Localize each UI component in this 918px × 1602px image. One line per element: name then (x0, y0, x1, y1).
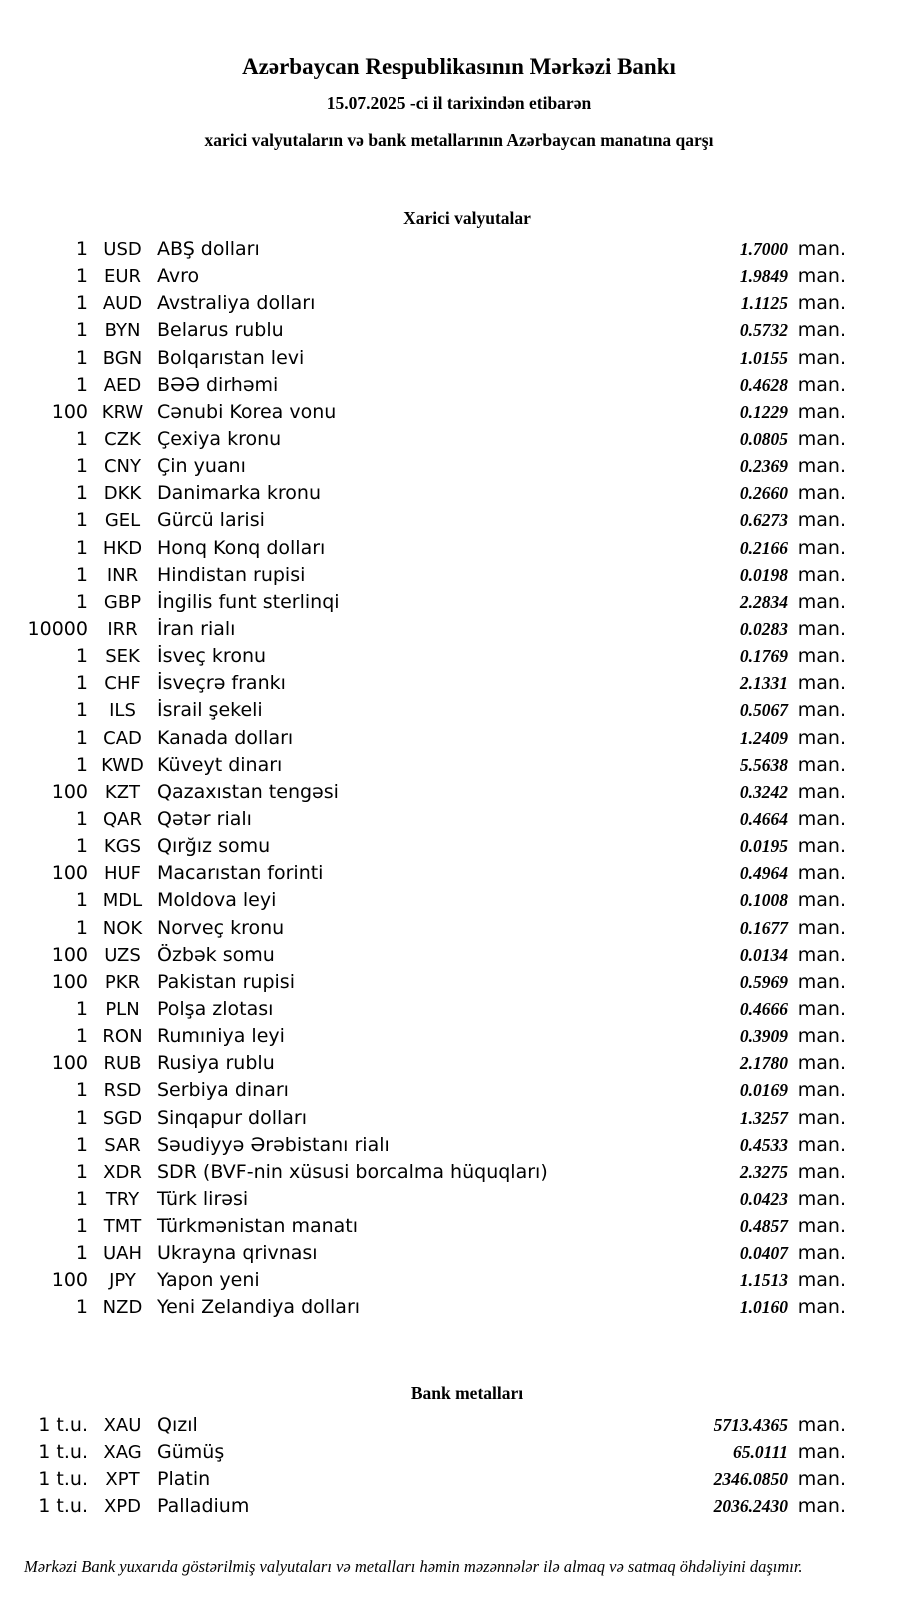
rate-unit-label: man. (797, 835, 846, 858)
quantity-value: 1 (75, 319, 88, 342)
rate-value: 0.4533 (739, 1134, 788, 1155)
quantity-value: 1 (75, 997, 88, 1020)
rate-row (0, 1213, 918, 1240)
quantity-value: 1 (75, 1242, 88, 1265)
quantity-value: 100 (51, 1052, 88, 1075)
currency-code: SEK (105, 646, 140, 668)
currency-code: BGN (102, 347, 143, 369)
rate-value: 1.2409 (739, 727, 788, 748)
currency-name: İsrail şekeli (157, 699, 263, 722)
rate-row (0, 317, 918, 344)
currency-code: GEL (104, 510, 141, 532)
rate-row (0, 1412, 918, 1439)
rate-unit-label: man. (797, 862, 846, 885)
currency-code: RUB (103, 1053, 142, 1075)
quantity-value: 1 (75, 726, 88, 749)
currency-name: Polşa zlotası (157, 997, 274, 1020)
quantity-value: 1 t.u. (38, 1440, 88, 1463)
currency-section-title: Xarici valyutalar (403, 208, 531, 228)
currency-name: Palladium (157, 1495, 250, 1518)
currency-name: İsveçrə frankı (157, 672, 286, 695)
rate-value: 1.7000 (739, 239, 788, 259)
currency-name: Sinqapur dolları (157, 1106, 308, 1129)
rate-value: 0.1008 (739, 890, 788, 911)
rate-row (0, 453, 918, 480)
quantity-value: 1 (75, 590, 88, 613)
rate-row (0, 1105, 918, 1132)
currency-name: Çin yuanı (157, 455, 246, 478)
currency-code: HKD (102, 537, 143, 559)
rate-unit-label: man. (797, 427, 846, 450)
rate-unit-label: man. (797, 1413, 846, 1436)
rate-row (0, 290, 918, 317)
rate-unit-label: man. (797, 1467, 846, 1490)
currency-name: İran rialı (157, 617, 236, 640)
rate-unit-label: man. (797, 536, 846, 559)
rate-row (0, 1186, 918, 1213)
rate-row (0, 942, 918, 969)
rate-row (0, 697, 918, 724)
rate-row (0, 616, 918, 643)
rate-value: 0.5067 (739, 700, 788, 721)
rate-unit-label: man. (797, 238, 846, 260)
rate-value: 0.0134 (739, 944, 788, 965)
rate-unit-label: man. (797, 346, 846, 369)
rate-value: 0.1229 (739, 401, 788, 422)
rate-unit-label: man. (797, 617, 846, 640)
rate-value: 0.0195 (739, 836, 788, 857)
currency-code: AUD (102, 293, 143, 315)
currency-code: GBP (103, 591, 142, 613)
rate-row (0, 1439, 918, 1466)
quantity-value: 1 t.u. (38, 1413, 88, 1436)
currency-code: CHF (104, 673, 141, 695)
rate-row (0, 345, 918, 372)
currency-code: SGD (102, 1107, 143, 1129)
currency-name: Bolqarıstan levi (157, 346, 305, 369)
currency-code: QAR (103, 808, 142, 830)
rate-row (0, 1294, 918, 1321)
quantity-value: 100 (51, 780, 88, 803)
rate-value: 0.4964 (739, 863, 788, 884)
rate-unit-label: man. (797, 889, 846, 912)
quantity-value: 1 (75, 536, 88, 559)
disclaimer-note: Mərkəzi Bank yuxarıda göstərilmiş valyutaları və metalları həmin məzənnələr ilə almaq və satmaq öhdəliyini daşımır. (24, 1557, 803, 1577)
currency-code: KRW (101, 401, 144, 423)
currency-code: PLN (105, 998, 140, 1020)
quantity-value: 1 (75, 1133, 88, 1156)
rate-row (0, 643, 918, 670)
rate-value: 1.3257 (739, 1107, 788, 1128)
currency-name: Avro (157, 265, 200, 288)
currency-name: Pakistan rupisi (157, 970, 295, 993)
currency-name: Kanada dolları (157, 726, 294, 749)
rate-value: 0.4628 (739, 374, 788, 395)
quantity-value: 1 (75, 482, 88, 505)
currency-name: Səudiyyə Ərəbistanı rialı (157, 1133, 390, 1156)
rate-row (0, 1132, 918, 1159)
rate-row (0, 1493, 918, 1520)
currency-code: ILS (109, 700, 136, 722)
currency-name: Norveç kronu (157, 916, 285, 939)
currency-name: İsveç kronu (157, 645, 267, 668)
rate-unit-label: man. (797, 699, 846, 722)
currency-code: XAU (103, 1414, 142, 1436)
rate-unit-label: man. (797, 590, 846, 613)
currency-name: İngilis funt sterlinqi (157, 590, 340, 613)
currency-name: Ukrayna qrivnası (157, 1242, 318, 1265)
rate-row (0, 1050, 918, 1077)
currency-code: AED (103, 374, 142, 396)
rate-row (0, 806, 918, 833)
rate-value: 0.0423 (739, 1188, 788, 1209)
rate-unit-label: man. (797, 1296, 846, 1319)
rate-row (0, 887, 918, 914)
rate-unit-label: man. (797, 1495, 846, 1518)
currency-name: Moldova leyi (157, 889, 277, 912)
rate-unit-label: man. (797, 997, 846, 1020)
currency-code: RSD (103, 1080, 142, 1102)
rate-unit-label: man. (797, 509, 846, 532)
currency-code: CZK (104, 428, 141, 450)
rate-unit-label: man. (797, 1052, 846, 1075)
rate-value: 2.1331 (739, 673, 788, 694)
rate-value: 0.0283 (739, 618, 788, 639)
rate-value: 2.1780 (739, 1053, 788, 1074)
rate-unit-label: man. (797, 373, 846, 396)
currency-name: Honq Konq dolları (157, 536, 326, 559)
rate-unit-label: man. (797, 1106, 846, 1129)
quantity-value: 1 (75, 807, 88, 830)
rate-unit-label: man. (797, 1440, 846, 1463)
rate-value: 0.0805 (739, 428, 788, 449)
currency-name: Qızıl (157, 1413, 198, 1436)
currency-code: HUF (103, 863, 142, 885)
currency-code: CAD (103, 727, 142, 749)
rate-unit-label: man. (797, 645, 846, 668)
rate-value: 0.0198 (739, 564, 788, 585)
rate-row (0, 1267, 918, 1294)
rate-value: 0.3242 (739, 781, 788, 802)
quantity-value: 1 (75, 427, 88, 450)
rate-row (0, 725, 918, 752)
currency-code: KWD (101, 754, 144, 776)
rate-unit-label: man. (797, 916, 846, 939)
rate-unit-label: man. (797, 292, 846, 315)
quantity-value: 1 (75, 1079, 88, 1102)
rate-value: 0.5732 (739, 320, 788, 341)
rate-value: 0.2166 (739, 537, 788, 558)
currency-name: Cənubi Korea vonu (157, 400, 337, 423)
quantity-value: 1 t.u. (38, 1495, 88, 1518)
currency-name: Qırğız somu (157, 835, 271, 858)
rate-row (0, 399, 918, 426)
currency-code: UZS (104, 944, 141, 966)
rate-unit-label: man. (797, 672, 846, 695)
rate-row (0, 236, 918, 263)
currency-code: RON (102, 1026, 143, 1048)
quantity-value: 1 (75, 645, 88, 668)
currency-code: DKK (103, 483, 142, 505)
rate-value: 5713.4365 (713, 1414, 788, 1435)
currency-name: Yapon yeni (157, 1269, 260, 1292)
currency-code: JPY (109, 1270, 136, 1292)
rate-value: 65.0111 (733, 1441, 788, 1462)
currency-name: Türkmənistan manatı (157, 1215, 359, 1238)
quantity-value: 1 (75, 753, 88, 776)
rate-value: 0.4666 (739, 998, 788, 1019)
currency-name: SDR (BVF-nin xüsusi borcalma hüquqları) (157, 1160, 548, 1183)
rate-value: 0.4664 (739, 808, 788, 829)
rate-unit-label: man. (797, 482, 846, 505)
quantity-value: 1 (75, 916, 88, 939)
quantity-value: 1 (75, 346, 88, 369)
rate-unit-label: man. (797, 753, 846, 776)
rate-row (0, 860, 918, 887)
quantity-value: 100 (51, 400, 88, 423)
rate-unit-label: man. (797, 1133, 846, 1156)
rate-value: 1.1125 (740, 293, 788, 314)
quantity-value: 100 (51, 862, 88, 885)
quantity-value: 1 (75, 699, 88, 722)
rate-unit-label: man. (797, 1187, 846, 1210)
rate-row (0, 372, 918, 399)
currency-code: SAR (104, 1134, 141, 1156)
rate-row (0, 426, 918, 453)
rate-value: 0.1769 (739, 646, 788, 667)
rate-row (0, 263, 918, 290)
currency-name: Hindistan rupisi (157, 563, 306, 586)
quantity-value: 1 (75, 1215, 88, 1238)
currency-name: Gümüş (157, 1440, 225, 1463)
currency-code: NOK (102, 917, 143, 939)
currency-rate-table (0, 236, 918, 1322)
quantity-value: 1 (75, 1160, 88, 1183)
quantity-value: 1 (75, 292, 88, 315)
rate-unit-label: man. (797, 400, 846, 423)
quantity-value: 1 (75, 563, 88, 586)
currency-name: Özbək somu (157, 943, 275, 966)
rate-unit-label: man. (797, 1215, 846, 1238)
rate-unit-label: man. (797, 1160, 846, 1183)
page-subtitle: xarici valyutaların və bank metallarının Azərbaycan manatına qarşı (204, 130, 714, 150)
rate-unit-label: man. (797, 970, 846, 993)
metals-rate-table (0, 1412, 918, 1521)
effective-date-line: 15.07.2025 -ci il tarixindən etibarən (326, 93, 592, 113)
quantity-value: 1 (75, 1187, 88, 1210)
currency-name: Rumıniya leyi (157, 1025, 285, 1048)
currency-code: EUR (103, 266, 142, 288)
rate-unit-label: man. (797, 1269, 846, 1292)
currency-name: ABŞ dolları (157, 238, 260, 260)
currency-code: XDR (103, 1161, 142, 1183)
quantity-value: 1 (75, 1106, 88, 1129)
currency-name: Rusiya rublu (157, 1052, 275, 1075)
currency-name: Qətər rialı (157, 807, 252, 830)
rate-row (0, 752, 918, 779)
quantity-value: 1 (75, 835, 88, 858)
rate-value: 0.2660 (739, 483, 788, 504)
rate-row (0, 1159, 918, 1186)
currency-name: Platin (157, 1467, 211, 1490)
rate-row (0, 1240, 918, 1267)
quantity-value: 1 (75, 238, 88, 260)
document-header (0, 54, 918, 150)
currency-code: KZT (104, 781, 141, 803)
rate-value: 2346.0850 (713, 1468, 788, 1489)
rate-row (0, 1077, 918, 1104)
rate-value: 0.2369 (739, 456, 788, 477)
quantity-value: 1 (75, 509, 88, 532)
rate-value: 0.1677 (739, 917, 788, 938)
rate-value: 0.3909 (739, 1026, 788, 1047)
currency-name: Qazaxıstan tengəsi (157, 780, 339, 803)
currency-name: Küveyt dinarı (157, 753, 283, 776)
rate-unit-label: man. (797, 726, 846, 749)
currency-code: XAG (103, 1441, 142, 1463)
rate-unit-label: man. (797, 807, 846, 830)
quantity-value: 1 (75, 1025, 88, 1048)
quantity-value: 100 (51, 943, 88, 966)
rate-value: 0.0407 (739, 1243, 788, 1264)
rate-row (0, 1023, 918, 1050)
currency-code: IRR (107, 618, 138, 640)
rate-unit-label: man. (797, 1079, 846, 1102)
quantity-value: 100 (51, 1269, 88, 1292)
currency-code: MDL (102, 890, 143, 912)
rate-row (0, 589, 918, 616)
quantity-value: 10000 (27, 617, 88, 640)
currency-code: XPT (105, 1468, 140, 1490)
quantity-value: 1 (75, 672, 88, 695)
rate-unit-label: man. (797, 943, 846, 966)
rate-value: 0.5969 (739, 971, 788, 992)
quantity-value: 1 (75, 1296, 88, 1319)
rate-unit-label: man. (797, 1242, 846, 1265)
rate-value: 2.2834 (739, 591, 788, 612)
quantity-value: 100 (51, 970, 88, 993)
rate-value: 2.3275 (739, 1161, 788, 1182)
rate-value: 0.0169 (739, 1080, 788, 1101)
currency-code: TMT (103, 1216, 142, 1238)
rate-row (0, 996, 918, 1023)
quantity-value: 1 t.u. (38, 1467, 88, 1490)
currency-name: BƏƏ dirhəmi (157, 373, 279, 396)
rate-unit-label: man. (797, 265, 846, 288)
rate-value: 0.6273 (739, 510, 788, 531)
currency-code: BYN (104, 320, 141, 342)
currency-name: Yeni Zelandiya dolları (157, 1296, 361, 1319)
rate-row (0, 480, 918, 507)
page-title: Azərbaycan Respublikasının Mərkəzi Bankı (242, 54, 676, 79)
currency-name: Çexiya kronu (157, 427, 282, 450)
rate-value: 1.0160 (739, 1297, 788, 1318)
rate-row (0, 779, 918, 806)
rate-value: 1.9849 (739, 266, 788, 287)
currency-code: USD (103, 239, 142, 260)
currency-name: Macarıstan forinti (157, 862, 324, 885)
quantity-value: 1 (75, 889, 88, 912)
currency-name: Danimarka kronu (157, 482, 322, 505)
currency-code: XPD (103, 1496, 142, 1518)
currency-code: NZD (102, 1297, 143, 1319)
rate-row (0, 507, 918, 534)
quantity-value: 1 (75, 265, 88, 288)
rate-value: 2036.2430 (713, 1496, 788, 1517)
rate-row (0, 535, 918, 562)
currency-code: PKR (104, 971, 141, 993)
currency-name: Belarus rublu (157, 319, 284, 342)
rate-unit-label: man. (797, 1025, 846, 1048)
rate-unit-label: man. (797, 319, 846, 342)
currency-name: Serbiya dinarı (157, 1079, 289, 1102)
currency-code: TRY (105, 1188, 140, 1210)
rate-row (0, 915, 918, 942)
rate-value: 1.1513 (739, 1270, 788, 1291)
rate-unit-label: man. (797, 455, 846, 478)
rate-value: 5.5638 (739, 754, 788, 775)
rate-value: 1.0155 (739, 347, 788, 368)
rate-row (0, 969, 918, 996)
rate-unit-label: man. (797, 780, 846, 803)
currency-code: UAH (102, 1243, 143, 1265)
rate-row (0, 833, 918, 860)
metals-section-title: Bank metalları (410, 1382, 524, 1403)
rate-row (0, 562, 918, 589)
rate-row (0, 1466, 918, 1493)
rate-unit-label: man. (797, 563, 846, 586)
currency-name: Türk lirəsi (157, 1187, 249, 1210)
rate-value: 0.4857 (739, 1216, 788, 1237)
currency-name: Gürcü larisi (157, 509, 265, 532)
quantity-value: 1 (75, 373, 88, 396)
quantity-value: 1 (75, 455, 88, 478)
currency-code: KGS (103, 836, 142, 858)
currency-code: CNY (103, 456, 142, 478)
currency-name: Avstraliya dolları (157, 292, 316, 315)
currency-code: INR (106, 564, 139, 586)
rate-row (0, 670, 918, 697)
